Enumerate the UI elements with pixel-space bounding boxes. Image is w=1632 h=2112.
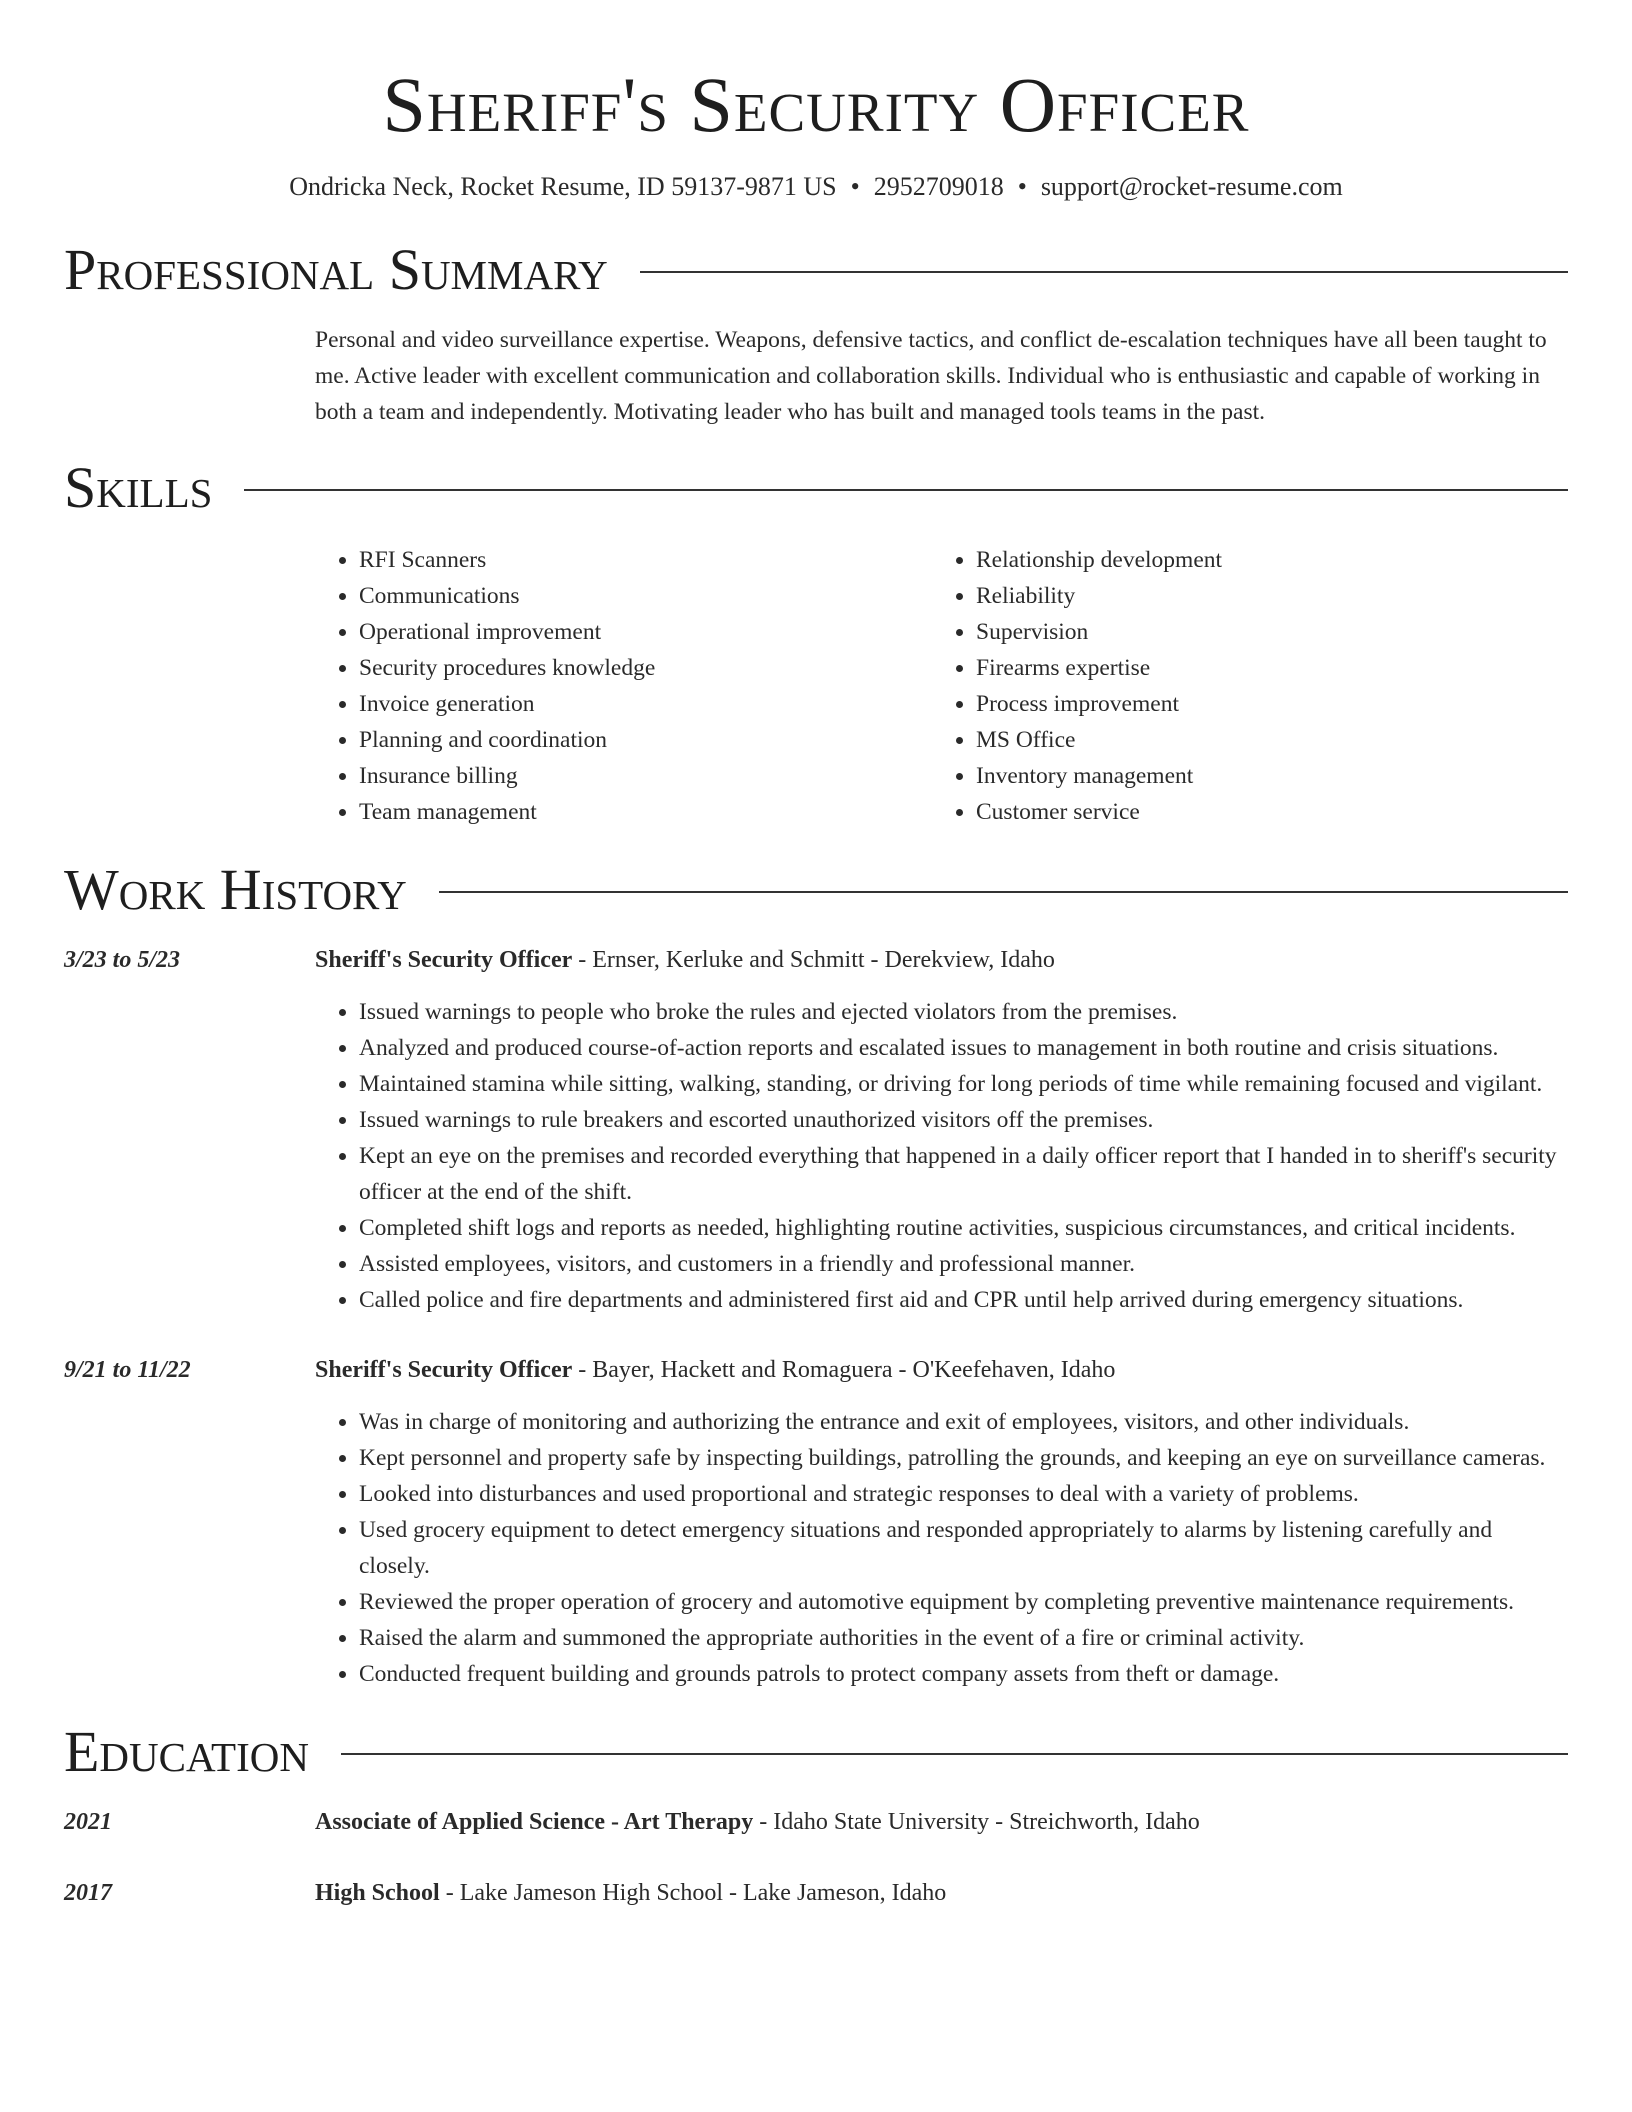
job-bullet: • Completed shift logs and reports as needed, highlighting routine activities, suspicious circumstances, and critical incidents.	[359, 1210, 1568, 1246]
education-heading-line	[315, 1804, 1568, 1840]
job-dates: 9/21 to 11/22	[64, 1357, 191, 1383]
skill-item: • RFI Scanners	[359, 542, 932, 578]
contact-separator: •	[1017, 172, 1027, 201]
job-heading	[315, 942, 1568, 978]
contact-email: support@rocket-resume.com	[1040, 172, 1343, 201]
section-divider	[439, 891, 1568, 893]
summary-text: Personal and video surveillance expertise. Weapons, defensive tactics, and conflict de-escalation techniques have all been taught to me. Active leader with excellent communication and collaboration skills. Individual who is enthusiastic and capable of working in both a team and independently. Motivating leader who has built and managed tools teams in the past.	[315, 327, 1547, 425]
job-bullet: • Kept an eye on the premises and recorded everything that happened in a daily officer report that I handed in to sheriff's security officer at the end of the shift.	[359, 1138, 1568, 1210]
skill-item: • Invoice generation	[359, 686, 932, 722]
job-bullet: • Called police and fire departments and administered first aid and CPR until help arrived during emergency situations.	[359, 1282, 1568, 1318]
skill-item: • Supervision	[976, 614, 1549, 650]
job-bullet: • Looked into disturbances and used proportional and strategic responses to deal with a variety of problems.	[359, 1476, 1568, 1512]
skill-item: • Operational improvement	[359, 614, 932, 650]
job-bullets	[315, 1404, 1568, 1692]
summary-heading: Professional Summary	[64, 237, 608, 302]
job-bullet: • Assisted employees, visitors, and customers in a friendly and professional manner.	[359, 1246, 1568, 1282]
skill-item: • Reliability	[976, 578, 1549, 614]
education-section-header	[64, 1719, 1568, 1784]
job-bullet: • Was in charge of monitoring and authorizing the entrance and exit of employees, visitors, and other individuals.	[359, 1404, 1568, 1440]
skills-section-header	[64, 455, 1568, 520]
job-title: Sheriff's Security Officer	[315, 1357, 573, 1383]
skill-item: • MS Office	[976, 722, 1549, 758]
job-title: Sheriff's Security Officer	[315, 947, 573, 973]
job-content	[315, 942, 1568, 1318]
skill-item: • Process improvement	[976, 686, 1549, 722]
skill-item: • Communications	[359, 578, 932, 614]
education-content	[315, 1875, 1568, 1911]
education-school: - Idaho State University - Streichworth, Idaho	[753, 1809, 1200, 1835]
education-entry	[64, 1875, 1568, 1911]
job-bullet: • Analyzed and produced course-of-action reports and escalated issues to management in both routine and crisis situations.	[359, 1030, 1568, 1066]
work-section-header	[64, 857, 1568, 922]
job-bullet: • Maintained stamina while sitting, walking, standing, or driving for long periods of time while remaining focused and vigilant.	[359, 1066, 1568, 1102]
job-bullet: • Conducted frequent building and grounds patrols to protect company assets from theft or damage.	[359, 1656, 1568, 1692]
job-entry	[64, 942, 1568, 1318]
section-divider	[640, 271, 1568, 273]
section-divider	[341, 1753, 1568, 1755]
education-entry	[64, 1804, 1568, 1840]
skills-list-left	[315, 542, 932, 830]
job-bullets	[315, 994, 1568, 1318]
section-divider	[244, 489, 1568, 491]
job-content	[315, 1352, 1568, 1692]
education-year: 2017	[64, 1880, 112, 1906]
skills-heading: Skills	[64, 455, 213, 520]
resume-title: Sheriff's Security Officer	[382, 61, 1250, 148]
contact-address: Ondricka Neck, Rocket Resume, ID 59137-9871 US	[289, 172, 837, 201]
skill-item: • Security procedures knowledge	[359, 650, 932, 686]
skill-item: • Customer service	[976, 794, 1549, 830]
skill-item: • Insurance billing	[359, 758, 932, 794]
skills-columns	[315, 542, 1568, 830]
work-heading: Work History	[64, 857, 407, 922]
skill-item: • Firearms expertise	[976, 650, 1549, 686]
skill-item: • Inventory management	[976, 758, 1549, 794]
job-employer: - Bayer, Hackett and Romaguera - O'Keefehaven, Idaho	[572, 1357, 1116, 1383]
skill-item: • Team management	[359, 794, 932, 830]
contact-separator: •	[850, 172, 860, 201]
contact-phone: 2952709018	[873, 172, 1004, 201]
education-degree: Associate of Applied Science - Art Therapy	[315, 1809, 754, 1835]
education-heading-line	[315, 1875, 1568, 1911]
job-bullet: • Used grocery equipment to detect emergency situations and responded appropriately to alarms by listening carefully and closely.	[359, 1512, 1568, 1584]
education-degree: High School	[315, 1880, 440, 1906]
job-heading	[315, 1352, 1568, 1388]
job-employer: - Ernser, Kerluke and Schmitt - Derekview, Idaho	[572, 947, 1055, 973]
job-bullet: • Raised the alarm and summoned the appropriate authorities in the event of a fire or criminal activity.	[359, 1620, 1568, 1656]
contact-line	[64, 170, 1568, 204]
job-entry	[64, 1352, 1568, 1692]
job-dates: 3/23 to 5/23	[64, 947, 181, 973]
skill-item: • Relationship development	[976, 542, 1549, 578]
resume-page	[64, 0, 1568, 1911]
education-content	[315, 1804, 1568, 1840]
skills-list-right	[932, 542, 1549, 830]
education-school: - Lake Jameson High School - Lake Jameson, Idaho	[439, 1880, 947, 1906]
education-heading: Education	[64, 1719, 309, 1784]
summary-section-header	[64, 237, 1568, 302]
job-bullet: • Issued warnings to people who broke the rules and ejected violators from the premises.	[359, 994, 1568, 1030]
job-bullet: • Issued warnings to rule breakers and escorted unauthorized visitors off the premises.	[359, 1102, 1568, 1138]
job-bullet: • Reviewed the proper operation of grocery and automotive equipment by completing preventive maintenance requirements.	[359, 1584, 1568, 1620]
job-bullet: • Kept personnel and property safe by inspecting buildings, patrolling the grounds, and keeping an eye on surveillance cameras.	[359, 1440, 1568, 1476]
education-year: 2021	[64, 1809, 112, 1835]
skill-item: • Planning and coordination	[359, 722, 932, 758]
